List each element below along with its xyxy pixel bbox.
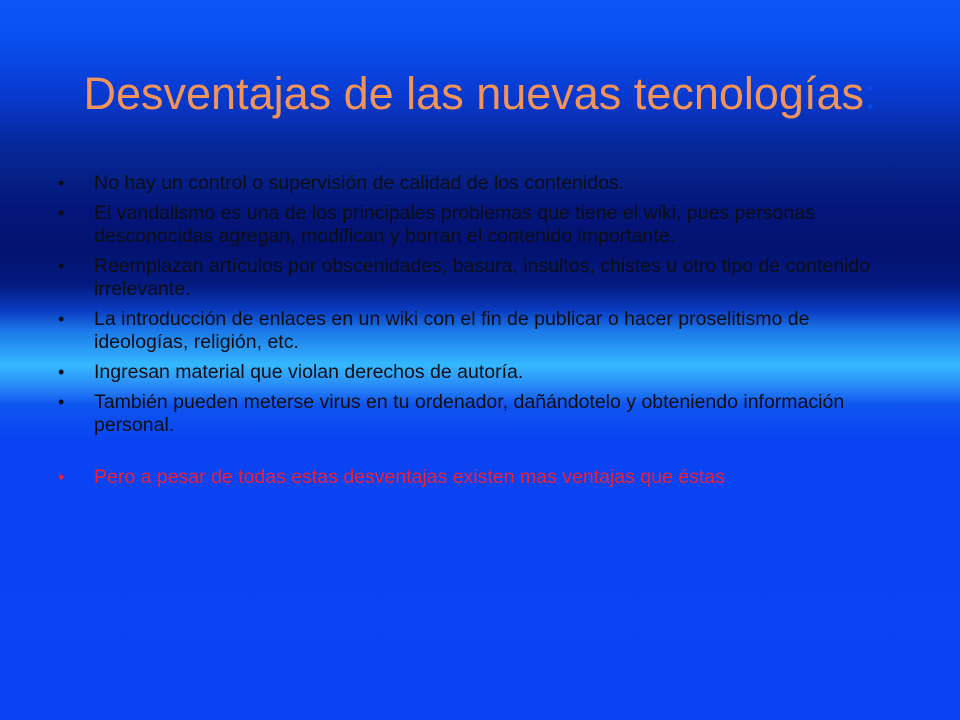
slide-title-colon: : [863,68,877,119]
bullet-list [58,172,898,496]
bullet-dot-icon: • [58,362,65,382]
bullet-dot-icon: • [58,256,65,276]
bullet-dot-icon: • [58,173,65,193]
bullet-item [58,172,898,195]
bullet-item [58,361,898,384]
bullet-text: También pueden meterse virus en tu ordenador, dañándotelo y obteniendo información personal. [94,391,845,436]
bullet-dot-icon: • [58,392,65,412]
bullet-dot-icon: • [58,203,65,223]
bullet-text: Reemplazan artículos por obscenidades, basura, insultos, chistes u otro tipo de contenido irrelevante. [94,255,871,300]
bullet-text: No hay un control o supervisión de calidad de los contenidos. [94,172,625,194]
slide-title [0,64,960,124]
bullet-text: Ingresan material que violan derechos de autoría. [94,361,524,383]
bullet-text: La introducción de enlaces en un wiki con el fin de publicar o hacer proselitismo de ideologías, religión, etc. [94,308,810,353]
bullet-item [58,202,898,248]
bullet-item [58,308,898,354]
bullet-item [58,255,898,301]
bullet-text: El vandalismo es una de los principales problemas que tiene el wiki, pues personas desconocidas agregan, modifican y borran el contenido importante. [94,202,815,247]
slide-title-text: Desventajas de las nuevas tecnologías [83,68,864,119]
closing-bullet-text: Pero a pesar de todas estas desventajas existen mas ventajas que éstas [94,466,725,488]
closing-bullet-item [58,466,898,489]
bullet-dot-icon: • [58,309,65,329]
bullet-item [58,391,898,437]
bullet-dot-icon: • [58,467,65,487]
